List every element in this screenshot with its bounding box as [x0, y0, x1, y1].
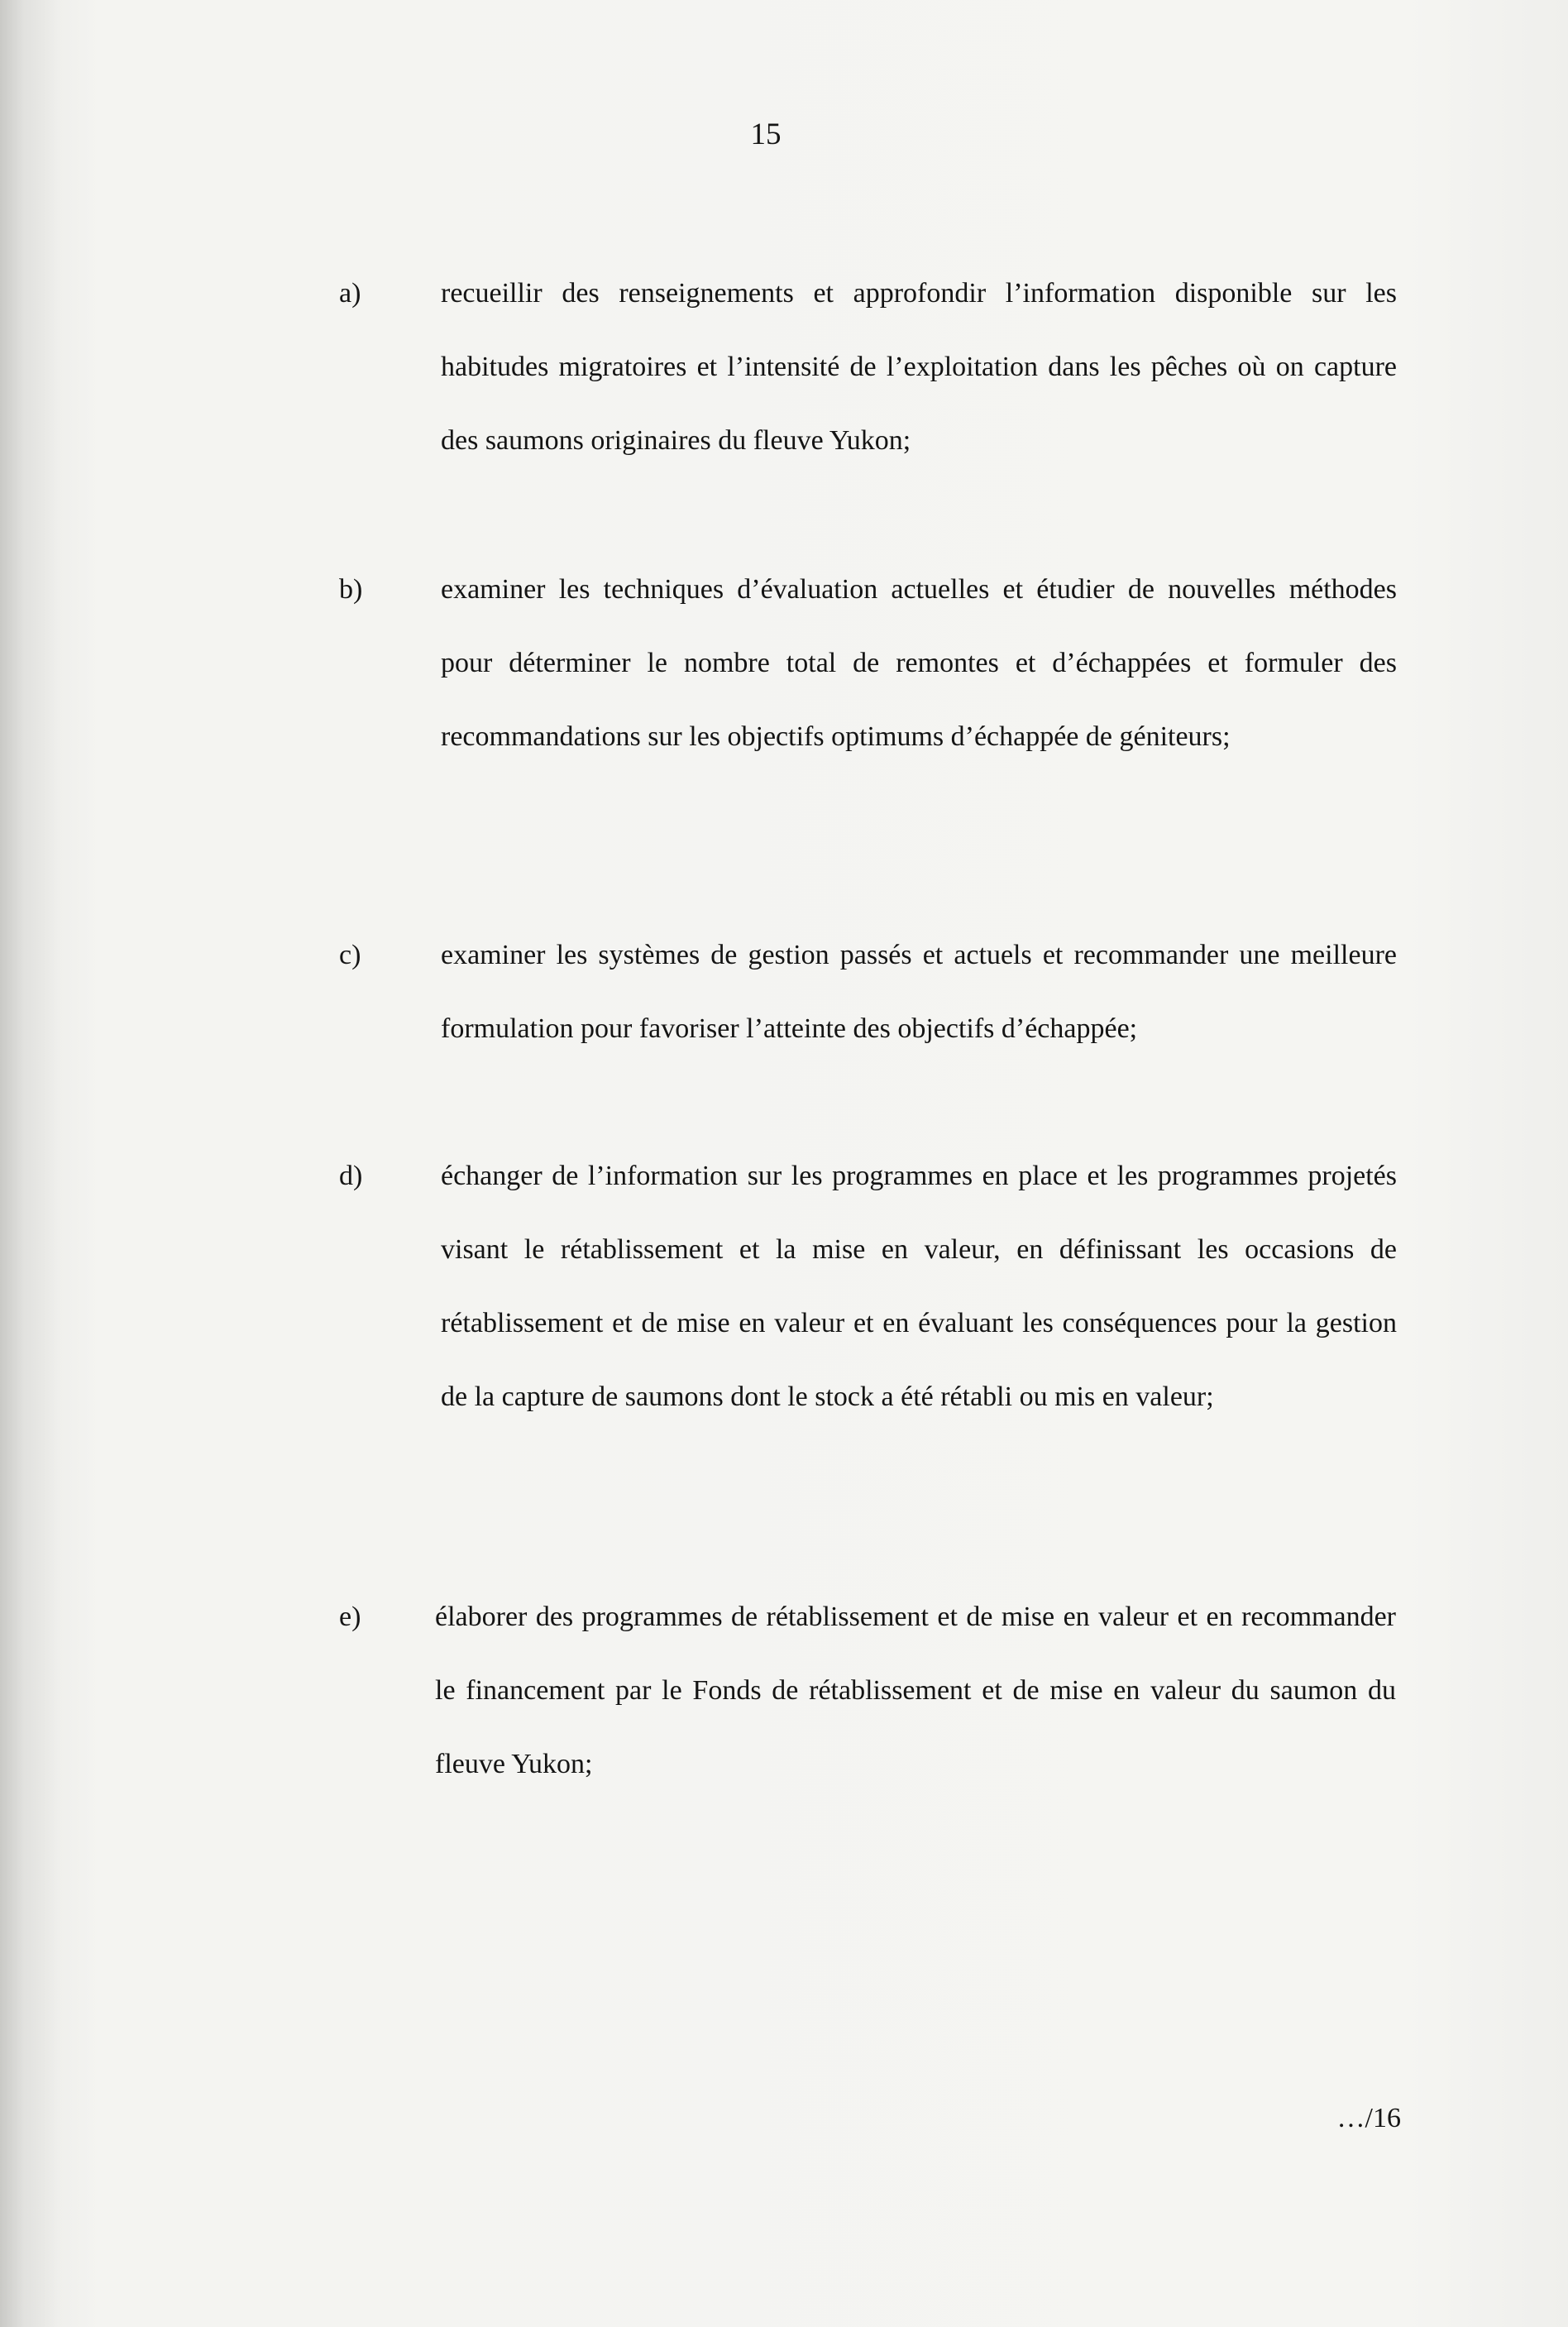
item-text: recueillir des renseignements et approfondir l’information disponible sur les habitudes migratoires et l’intensité de l’exploitation dans les pêches où on capture des saumons originaires du fleuve Yukon;: [441, 278, 1397, 456]
item-text: examiner les techniques d’évaluation actuelles et étudier de nouvelles méthodes pour déterminer le nombre total de remontes et d’échappées et formuler des recommandations sur les objectifs optimums d’échappée de géniteurs;: [441, 574, 1397, 752]
item-label: a): [339, 278, 361, 309]
item-label: b): [339, 574, 363, 605]
page-continuation: …/16: [1336, 2103, 1401, 2133]
item-label: c): [339, 940, 361, 970]
item-label: d): [339, 1161, 363, 1191]
page-number: 15: [750, 117, 782, 151]
item-text: examiner les systèmes de gestion passés et actuels et recommander une meilleure formulation pour favoriser l’atteinte des objectifs d’échappée;: [441, 940, 1397, 1044]
item-label: e): [339, 1602, 361, 1632]
item-text: échanger de l’information sur les programmes en place et les programmes projetés visant le rétablissement et la mise en valeur, en définissant les occasions de rétablissement et de mise en valeur et en évaluant les conséquences pour la gestion de la capture de saumons dont le stock a été rétabli ou mis en valeur;: [441, 1161, 1397, 1412]
item-text: élaborer des programmes de rétablissement et de mise en valeur et en recommander le financement par le Fonds de rétablissement et de mise en valeur du saumon du fleuve Yukon;: [435, 1602, 1396, 1779]
binding-shadow: [0, 0, 58, 2327]
